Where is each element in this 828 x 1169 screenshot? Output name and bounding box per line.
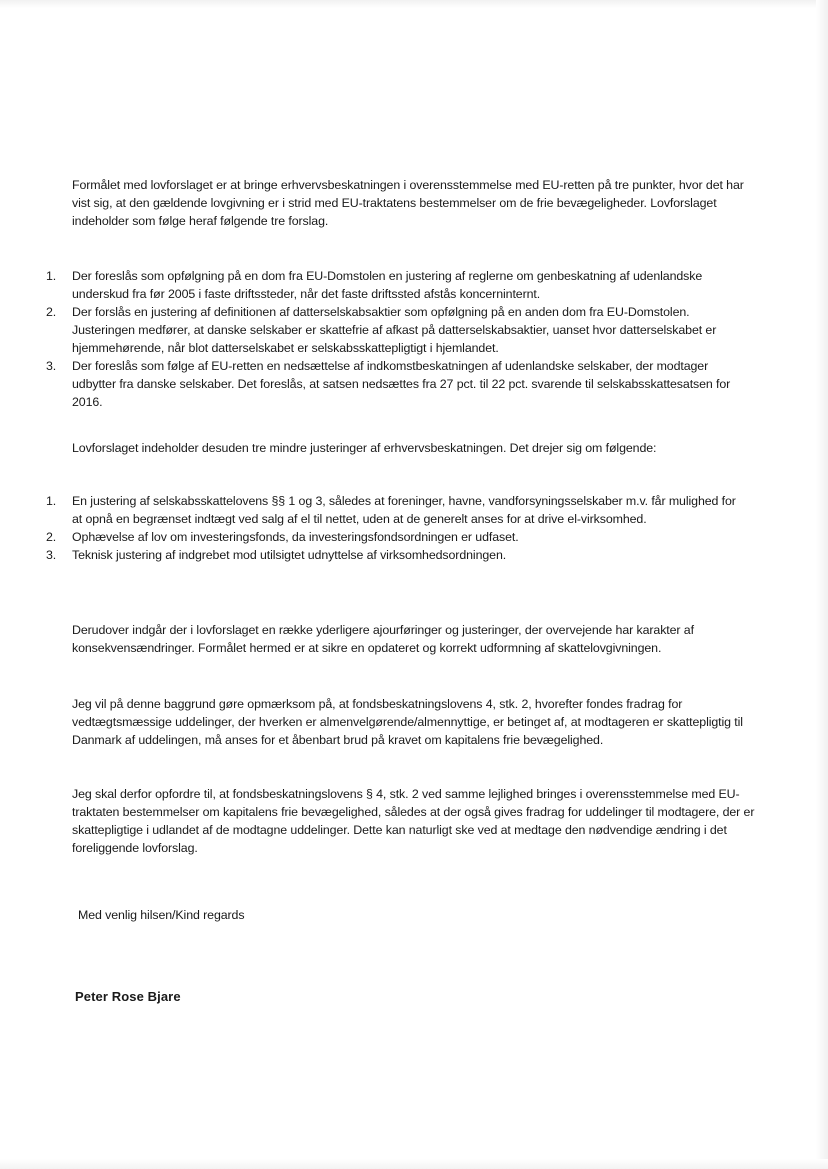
attention-paragraph: Jeg vil på denne baggrund gøre opmærksom på, at fondsbeskatningslovens 4, stk. 2, hvorefter fondes fradrag for vedtægtsmæssige uddelinger, der hverken er almenvelgørende/almennyttige, er betinget af, at modtageren er skattepligtig til Danmark af uddelingen, må anses for et åbenbart brud på kravet om kapitalens frie bevægelighed. bbox=[72, 697, 743, 747]
list-item bbox=[46, 357, 746, 411]
scan-edge bbox=[0, 1159, 828, 1169]
scan-edge bbox=[816, 0, 828, 1169]
list-item bbox=[46, 267, 746, 303]
list-number: 1. bbox=[46, 494, 57, 508]
scan-edge bbox=[0, 0, 828, 8]
signature-name: Peter Rose Bjare bbox=[75, 989, 181, 1004]
list-item bbox=[46, 492, 746, 528]
further-paragraph: Derudover indgår der i lovforslaget en række yderligere ajourføringer og justeringer, der overvejende har karakter af konsekvensændringer. Formålet hermed er at sikre en opdateret og korrekt udformning af skattelovgivningen. bbox=[72, 623, 694, 655]
intro-paragraph: Formålet med lovforslaget er at bringe erhvervsbeskatningen i overensstemmelse med EU-retten på tre punkter, hvor det har vist sig, at den gældende lovgivning er i strid med EU-traktatens bestemmelser om de frie bevægeligheder. Lovforslaget indeholder som følge heraf følgende tre forslag. bbox=[72, 178, 744, 228]
list-number: 3. bbox=[46, 548, 57, 562]
list-item-text: Teknisk justering af indgrebet mod utilsigtet udnyttelse af virksomhedsordningen. bbox=[72, 548, 507, 562]
list-item-text: En justering af selskabsskattelovens §§ 1 og 3, således at foreninger, havne, vandforsyningsselskaber m.v. får mulighed for at opnå en begrænset indtægt ved salg af el til nettet, uden at de generelt anses for at drive el-virksomhed. bbox=[72, 494, 736, 526]
list-item-text: Der foreslås som følge af EU-retten en nedsættelse af indkomstbeskatningen af udenlandske selskaber, der modtager udbytter fra danske selskaber. Det foreslås, at satsen nedsættes fra 27 pct. til 22 pct. svarende til selskabsskattesatsen for 2016. bbox=[72, 359, 731, 409]
request-paragraph: Jeg skal derfor opfordre til, at fondsbeskatningslovens § 4, stk. 2 ved samme lejlighed bringes i overensstemmelse med EU-traktaten bestemmelser om kapitalens frie bevægelighed, således at der også gives fradrag for uddelinger til modtagere, der er skattepligtige i udlandet af de modtagne uddelinger. Dette kan naturligt ske ved at medtage den nødvendige ændring i det foreliggende lovforslag. bbox=[72, 787, 755, 855]
list-item-text: Der forslås en justering af definitionen af datterselskabsaktier som opfølgning på en anden dom fra EU-Domstolen. Justeringen medfører, at danske selskaber er skattefrie af afkast på datterselskabsaktier, uanset hvor datterselskabet er hjemmehørende, når blot datterselskabet er selskabsskattepligtigt i hjemlandet. bbox=[72, 305, 717, 355]
list-item-text: Ophævelse af lov om investeringsfonds, da investeringsfondsordningen er udfaset. bbox=[72, 530, 519, 544]
list-number: 3. bbox=[46, 359, 57, 373]
adjustments-list bbox=[46, 492, 746, 564]
adjustments-intro: Lovforslaget indeholder desuden tre mindre justeringer af erhvervsbeskatningen. Det drejer sig om følgende: bbox=[72, 441, 657, 455]
list-number: 1. bbox=[46, 269, 57, 283]
proposals-list bbox=[46, 267, 746, 411]
list-item bbox=[46, 303, 746, 357]
list-number: 2. bbox=[46, 530, 57, 544]
list-item bbox=[46, 528, 746, 546]
list-item bbox=[46, 546, 746, 564]
list-item-text: Der foreslås som opfølgning på en dom fra EU-Domstolen en justering af reglerne om genbeskatning af udenlandske underskud fra før 2005 i faste driftssteder, når det faste driftssted afstås koncerninternt. bbox=[72, 269, 703, 301]
closing-greeting: Med venlig hilsen/Kind regards bbox=[78, 908, 245, 922]
list-number: 2. bbox=[46, 305, 57, 319]
